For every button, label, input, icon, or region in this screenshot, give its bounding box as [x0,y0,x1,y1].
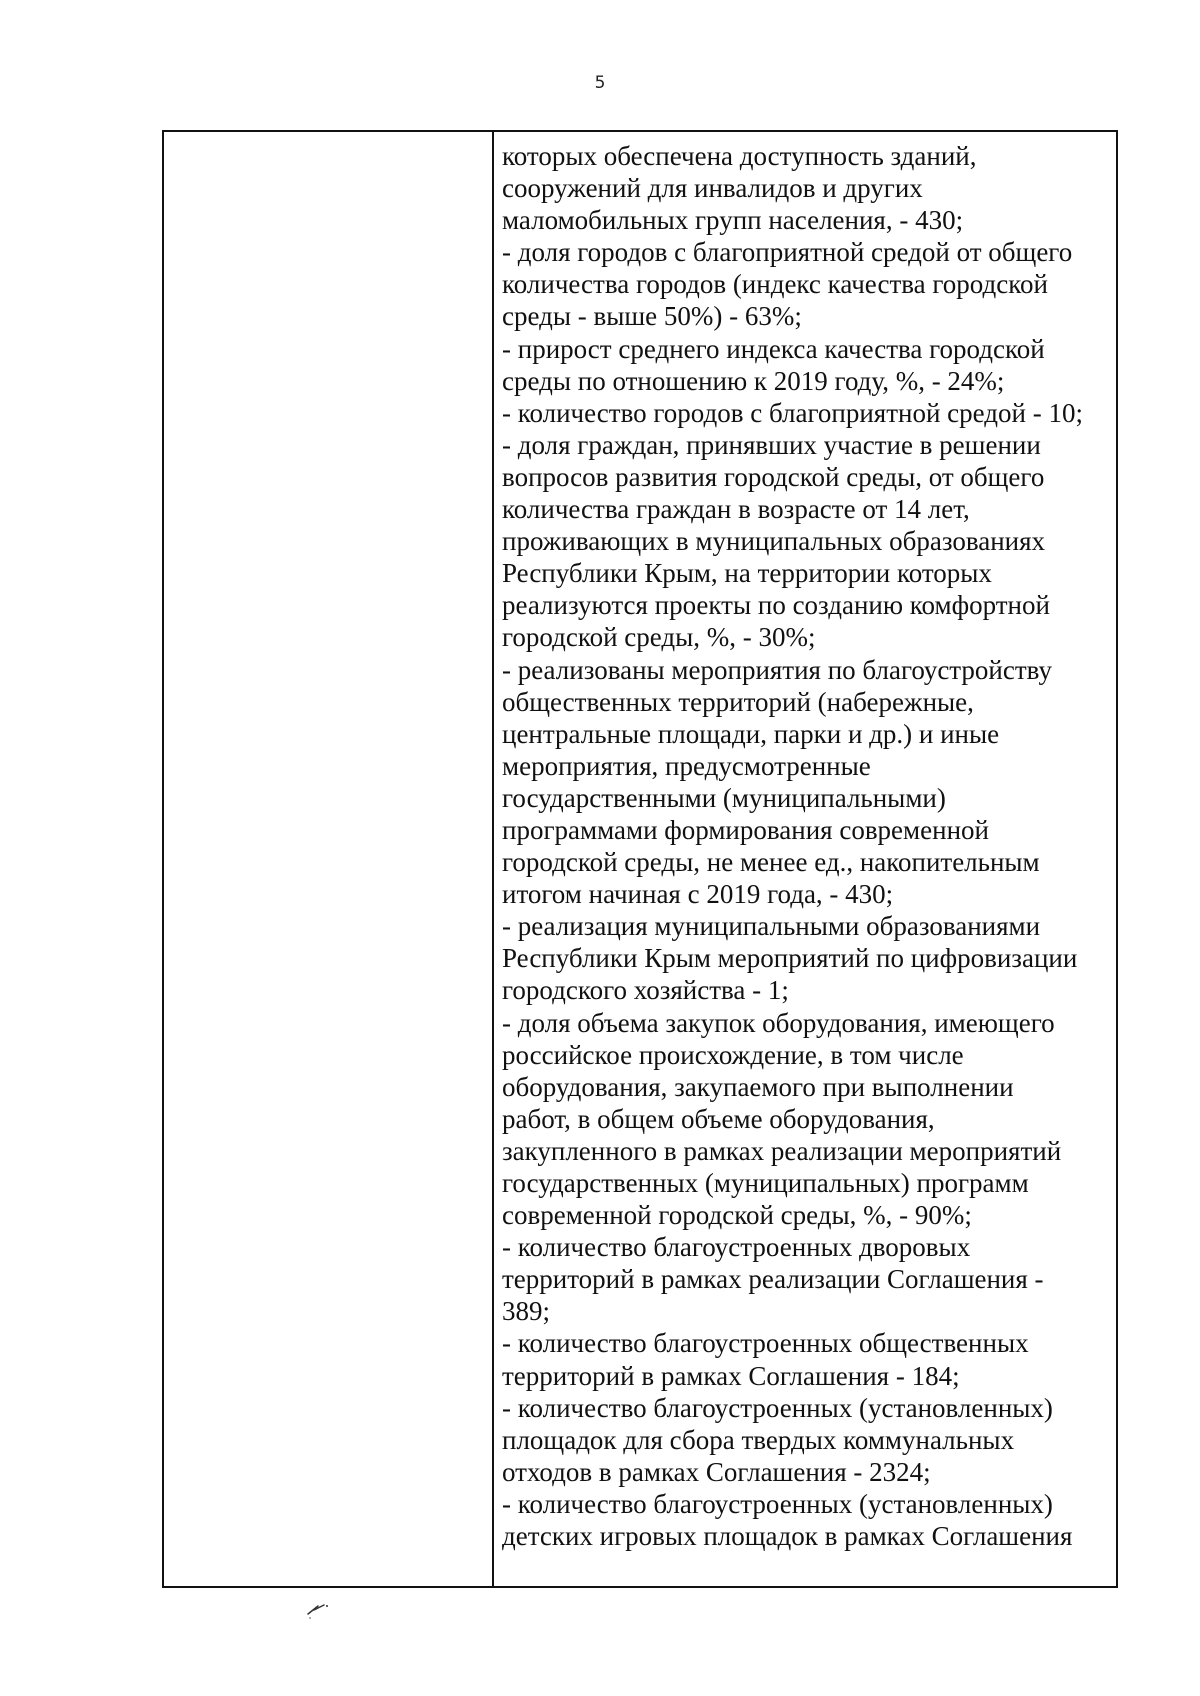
text-line: - количество благоустроенных общественных [502,1328,1029,1359]
text-line: площадок для сбора твердых коммунальных [502,1424,1015,1455]
table-left-cell [164,132,494,1586]
text-line: городской среды, не менее ед., накопительным [502,847,1040,878]
text-line: Республики Крым мероприятий по цифровизации [502,943,1078,974]
text-line: количества городов (индекс качества городской [502,269,1048,300]
text-line: - реализованы мероприятия по благоустройству [502,654,1052,685]
text-line: - прирост среднего индекса качества городской [502,333,1045,364]
text-line: закупленного в рамках реализации мероприятий [502,1135,1062,1166]
text-line: государственных (муниципальных) программ [502,1168,1029,1198]
table-right-cell [494,132,1116,1586]
text-line: работ, в общем объеме оборудования, [502,1103,935,1134]
text-line: оборудования, закупаемого при выполнении [502,1071,1014,1102]
text-line: - реализация муниципальными образованиями [502,911,1041,942]
text-line: проживающих в муниципальных образованиях [502,526,1046,557]
text-line: государственными (муниципальными) [502,782,946,813]
text-line: городской среды, %, - 30%; [502,622,816,653]
text-line: 389; [502,1296,551,1327]
text-line: программами формирования современной [502,814,989,845]
text-line: мероприятия, предусмотренные [502,750,871,781]
text-line: - доля объема закупок оборудования, имеющего [502,1007,1055,1038]
text-line: российское происхождение, в том числе [502,1039,964,1070]
text-line: детских игровых площадок в рамках Соглашения [502,1521,1073,1552]
text-line: среды - выше 50%) - 63%; [502,301,802,332]
text-line: вопросов развития городской среды, от общего [502,461,1045,492]
text-line: которых обеспечена доступность зданий, [502,141,977,171]
page-number: 5 [594,73,606,93]
text-line: сооружений для инвалидов и других [502,173,923,204]
text-line: современной городской среды, %, - 90%; [502,1200,972,1231]
text-line: - количество благоустроенных (установленных) [502,1392,1053,1423]
text-line: Республики Крым, на территории которых [502,558,992,589]
scan-mark-icon [304,1600,334,1620]
text-line: - доля городов с благоприятной средой от общего [502,237,1073,268]
text-line: - количество благоустроенных дворовых [502,1232,971,1263]
text-line: территорий в рамках Соглашения - 184; [502,1360,960,1391]
text-line: количества граждан в возрасте от 14 лет, [502,494,970,525]
document-table [162,130,1118,1588]
text-line: - количество благоустроенных (установленных) [502,1488,1053,1519]
text-line: территорий в рамках реализации Соглашения - [502,1264,1044,1295]
text-line: маломобильных групп населения, - 430; [502,205,964,236]
text-line: общественных территорий (набережные, [502,686,974,717]
text-line: - количество городов с благоприятной средой - 10; [502,397,1083,428]
text-line: среды по отношению к 2019 году, %, - 24%; [502,365,1005,396]
text-line: реализуются проекты по созданию комфортной [502,590,1050,621]
text-line: городского хозяйства - 1; [502,975,789,1006]
text-line: отходов в рамках Соглашения - 2324; [502,1456,931,1487]
text-line: итогом начиная с 2019 года, - 430; [502,879,894,910]
text-line: - доля граждан, принявших участие в решении [502,429,1041,460]
text-line: центральные площади, парки и др.) и иные [502,718,1000,749]
